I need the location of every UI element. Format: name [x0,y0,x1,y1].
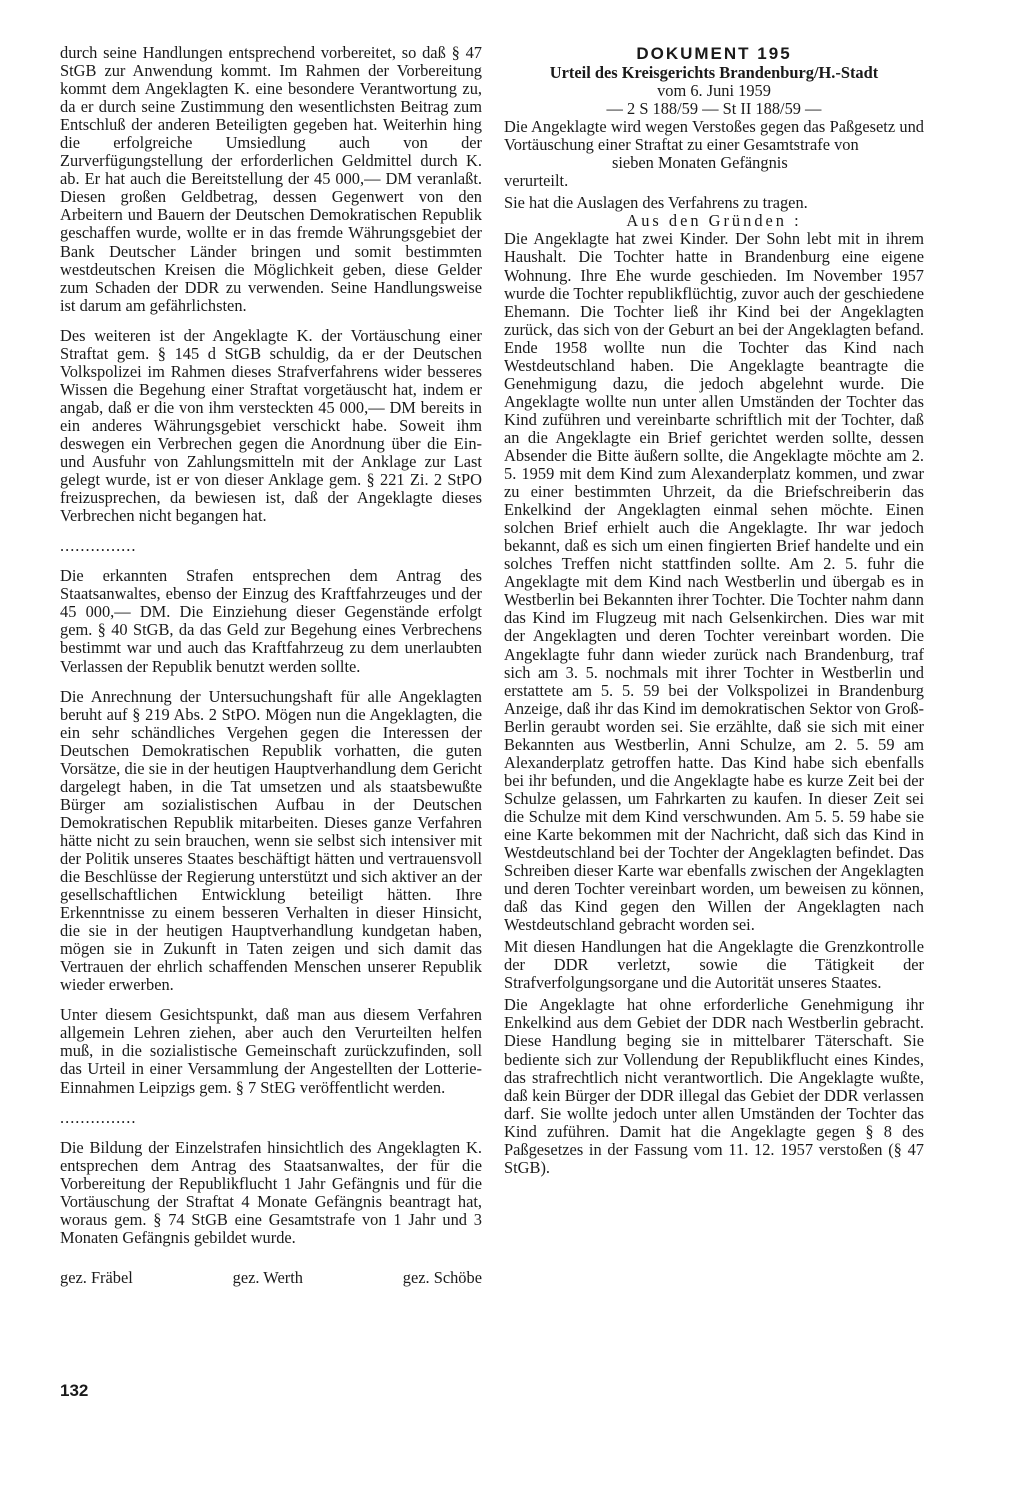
paragraph: durch seine Handlungen entsprechend vorbereitet, so daß § 47 StGB zur Anwendung kommt. Im Rahmen der Vorbereitung kommt dem Angeklagten K. eine besondere Verantwortung zu, da er durch seine Zustimmung den wesentlichsten Beitrag zum Entschluß der anderen Beteiligten gegeben hat. Weiterhin hing die erfolgreiche Umsiedlung auch von der Zurverfügungstellung der erforderlichen Geldmittel durch K. ab. Er hat auch die Bereitstellung der 45 000,— DM veranlaßt. Diesen großen Geldbetrag, dessen Gegenwert von den Arbeitern und Bauern der Deutschen Demokratischen Republik geschaffen wurde, wollte er in das fremde Währungsgebiet der Bank Deutscher Länder bringen und somit bestimmten westdeutschen Kreisen die Möglichkeit geben, diese Gelder zum Schaden der DDR zu verwenden. Seine Handlungsweise ist darum am gefährlichsten. [60,43,482,315]
omission-dots: ............... [60,1107,137,1127]
verdict-end: verurteilt. [504,171,569,191]
verdict-text: Die Angeklagte wird wegen Verstoßes gegen das Paßgesetz und Vortäuschung einer Straftat zu einer Gesamtstrafe von [504,117,924,155]
signature-schoebe: gez. Schöbe [402,1267,482,1287]
paragraph: Die Anrechnung der Untersuchungshaft für alle Angeklagten beruht auf § 219 Abs. 2 StPO. Mögen nun die Angeklagten, die ein sehr schändliches Vergehen gegen die Interessen der Deutschen Demokratischen Republik vorhatten, die guten Vorsätze, die sie in der heutigen Hauptverhandlung dem Gericht dargelegt haben, in die Tat umsetzen und als staatsbewußte Bürger am sozialistischen Aufbau in der Deutschen Demokratischen Republik mitarbeiten. Dieses ganze Verfahren hätte nicht zu sein brauchen, wenn sie selbst sich intensiver mit der Politik unseres Staates beschäftigt hätten und vertrauensvoll die Beschlüsse der Regierung unterstützt und sich aktiver an der gesellschaftlichen Entwicklung beteiligt hätten. Ihre Erkenntnisse zu einem besseren Verhalten in dieser Hinsicht, die sie in der heutigen Hauptverhandlung kundgetan haben, mögen sie in Zukunft in Taten zeigen und sich damit das Vertrauen der ehrlich schaffenden Menschen unserer Republik wieder erwerben. [60,686,482,995]
paragraph: Des weiteren ist der Angeklagte K. der Vortäuschung einer Straftat gem. § 145 d StGB schuldig, da er der Deutschen Volkspolizei im Rahmen dieses Strafverfahrens wider besseres Wissen die Begehung einer Straftat vorgetäuscht hat, indem er angab, daß er die von ihm versteckten 45 000,— DM bereits in ein anderes Währungsgebiet verschickt habe. Soweit ihm deswegen ein Verbrechen gegen die Anordnung über die Ein- und Ausfuhr von Zahlungsmitteln mit der Anklage zur Last gelegt wurde, ist er von dieser Anklage gem. § 221 Zi. 2 StPO freizusprechen, da bewiesen ist, daß der Angeklagte dieses Verbrechen nicht begangen hat. [60,325,482,526]
paragraph: Mit diesen Handlungen hat die Angeklagte die Grenzkontrolle der DDR verletzt, sowie die Tätigkeit der Strafverfolgungsorgane und die Autorität unseres Staates. [504,937,924,993]
costs-text: Sie hat die Auslagen des Verfahrens zu tragen. [504,193,808,213]
signature-fraebel: gez. Fräbel [60,1267,133,1287]
sentence: sieben Monaten Gefängnis [612,153,788,173]
left-column [60,44,482,1287]
reasons-heading: Aus den Gründen : [626,211,802,231]
case-number: — 2 S 188/59 — St II 188/59 — [606,99,822,119]
signature-werth: gez. Werth [232,1267,303,1287]
paragraph: Die Angeklagte hat ohne erforderliche Genehmigung ihr Enkelkind aus dem Gebiet der DDR nach Westberlin gebracht. Diese Handlung beging sie in mittelbarer Täterschaft. Sie bediente sich zur Vollendung der Republikflucht eines Kindes, das strafrechtlich nicht verantwortlich. Die Angeklagte wußte, daß kein Bürger der DDR illegal das Gebiet der DDR verlassen darf. Sie wollte jedoch unter allen Umständen der Tochter das Kind zuführen. Damit hat die Angeklagte gegen § 8 des Paßgesetzes in der Fassung vom 11. 12. 1957 verstoßen (§ 47 StGB). [504,995,924,1177]
paragraph: Die Bildung der Einzelstrafen hinsichtlich des Angeklagten K. entsprechen dem Antrag des Staatsanwaltes, der für die Vorbereitung der Republikflucht 1 Jahr Gefängnis und für die Vortäuschung der Straftat 4 Monate Gefängnis beantragt hat, woraus gem. § 74 StGB eine Gesamtstrafe von 1 Jahr und 3 Monaten Gefängnis gebildet wurde. [60,1137,482,1247]
paragraph: Unter diesem Gesichtspunkt, daß man aus diesem Verfahren allgemein Lehren ziehen, aber auch den Verurteilten helfen muß, in die sozialistische Gemeinschaft zurückzufinden, soll das Urteil in einer Versammlung der Angestellten der Lotterie-Einnahmen Leipzigs gem. § 7 StEG veröffentlicht werden. [60,1005,482,1097]
page-number: 132 [60,1381,89,1400]
right-column [504,44,924,1177]
court-heading: Urteil des Kreisgerichts Brandenburg/H.-Stadt [549,63,879,82]
paragraph: Die erkannten Strafen entsprechen dem Antrag des Staatsanwaltes, ebenso der Einzug des Kraftfahrzeuges und der 45 000,— DM. Die Einziehung dieser Gegenstände erfolgt gem. § 40 StGB, da das Geld zur Begehung eines Verbrechens bestimmt war und auch das Kraftfahrzeug zu dem unerlaubten Verlassen der Republik benutzt werden sollte. [60,566,482,676]
document-title: DOKUMENT 195 [636,44,792,63]
judgment-date: vom 6. Juni 1959 [657,81,771,101]
signature-line [60,1269,482,1287]
paragraph: Die Angeklagte hat zwei Kinder. Der Sohn lebt mit in ihrem Haushalt. Die Tochter hatte in Brandenburg eine eigene Wohnung. Ihre Ehe wurde geschieden. Im November 1957 wurde die Tochter republikflüchtig, zuvor auch der geschiedene Ehemann. Die Tochter ließ ihr Kind bei der Angeklagten zurück, das sich von der Geburt an bei der Angeklagten befand. Ende 1958 wollte nun die Tochter das Kind nach Westdeutschland haben. Die Angeklagte beantragte die Genehmigung dazu, die jedoch abgelehnt wurde. Die Angeklagte wollte nun unter allen Umständen der Tochter das Kind zuführen und vereinbarte schriftlich mit der Tochter, daß an die Angeklagte ein Brief gerichtet werden sollte, dessen Absender die Bitte äußern sollte, die Angeklagte möchte am 2. 5. 1959 mit dem Kind zum Alexanderplatz kommen, und zwar zu einer bestimmten Uhrzeit, da die Briefschreiberin das Enkelkind der Angeklagten einmal sehen möchte. Einen solchen Brief erhielt auch die Angeklagte. Ihr war jedoch bekannt, daß es sich um einen fingierten Brief handelte und ein solches Treffen nicht stattfinden sollte. Am 2. 5. fuhr die Angeklagte mit dem Kind nach Westberlin und übergab es in Westberlin bei Bekannten ihrer Tochter. Die Tochter nahm dann das Kind im Flugzeug mit nach Gelsenkirchen. Dies war mit der Angeklagten und deren Tochter vereinbart worden. Die Angeklagte fuhr dann wieder zurück nach Brandenburg, traf sich am 3. 5. nochmals mit ihrer Tochter in Westberlin und erstattete am 5. 5. 59 bei der Volkspolizei in Brandenburg Anzeige, daß ihr das Kind im demokratischen Sektor von Groß-Berlin geraubt worden sei. Sie erzählte, daß sie sich mit einer Bekannten aus Westberlin, Anni Schulze, am 2. 5. 59 am Alexanderplatz getroffen hatte. Das Kind habe sich ebenfalls bei ihr befunden, und die Angeklagte habe es kurze Zeit bei der Schulze gelassen, um Fahrkarten zu kaufen. In dieser Zeit sei die Schulze mit dem Kind verschwunden. Am 5. 5. 59 habe sie eine Karte bekommen mit der Nachricht, daß sich das Kind in Westdeutschland bei der Tochter der Angeklagten befindet. Das Schreiben dieser Karte war ebenfalls zwischen der Angeklagten und deren Tochter vereinbart worden, um beweisen zu können, daß das Kind gegen den Willen der Angeklagten nach Westdeutschland gebracht worden sei. [504,229,924,935]
omission-dots: ............... [60,536,137,556]
